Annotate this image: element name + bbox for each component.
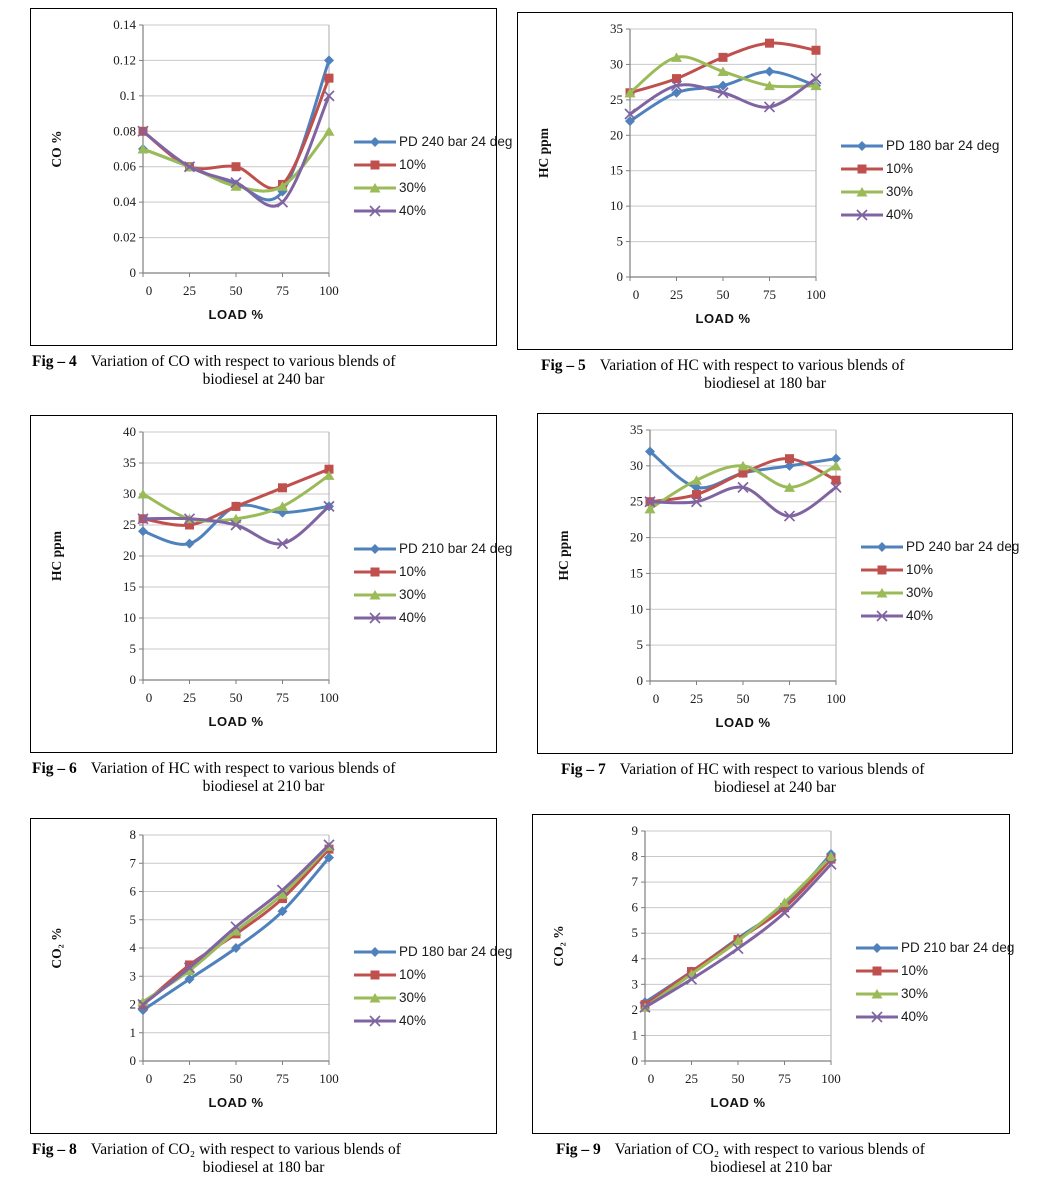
chart-legend — [860, 535, 1019, 627]
x-tick-label: 75 — [276, 1071, 289, 1086]
y-tick-label: 7 — [631, 874, 638, 890]
y-axis-title: CO % — [49, 130, 64, 168]
legend-item — [840, 134, 999, 157]
y-tick-label: 20 — [123, 548, 136, 563]
legend-label: 10% — [399, 564, 427, 579]
legend-label: 40% — [399, 610, 427, 625]
legend-item — [855, 936, 1014, 959]
diamond-marker — [185, 539, 195, 549]
y-tick-label: 0 — [129, 672, 136, 687]
figure-9 — [532, 814, 1015, 1177]
y-tick-label: 10 — [610, 198, 623, 214]
diamond-marker — [370, 947, 380, 957]
x-axis-title: LOAD % — [208, 307, 264, 322]
x-tick-label: 50 — [716, 287, 730, 302]
legend-item — [353, 986, 512, 1009]
caption-subtext: biodiesel at 180 bar — [202, 1159, 325, 1176]
y-tick-label: 0 — [631, 1053, 638, 1068]
legend-item — [840, 180, 999, 203]
x-tick-label: 50 — [229, 690, 243, 705]
legend-item — [353, 560, 512, 583]
legend-label: 40% — [886, 207, 914, 222]
legend-label: 30% — [399, 990, 427, 1005]
y-tick-label: 0.14 — [113, 17, 136, 32]
y-tick-label: 3 — [129, 968, 136, 984]
y-axis-title: HC ppm — [536, 128, 551, 178]
triangle-legend-marker-icon — [353, 181, 397, 195]
legend-label: 30% — [399, 587, 427, 602]
figure-6 — [30, 415, 513, 796]
square-legend-marker-icon — [353, 158, 397, 172]
caption-subtext: biodiesel at 240 bar — [714, 779, 836, 796]
figure-caption — [537, 761, 1013, 797]
x-legend-marker-icon — [855, 1010, 899, 1024]
y-tick-label: 9 — [631, 823, 638, 838]
x-tick-label: 75 — [276, 283, 289, 298]
square-marker — [232, 162, 241, 171]
y-tick-label: 0 — [129, 1053, 136, 1068]
x-tick-label: 0 — [145, 690, 153, 705]
figure-caption — [517, 357, 1013, 393]
x-legend-marker-icon — [840, 208, 884, 222]
y-tick-label: 15 — [630, 565, 643, 581]
x-legend-marker-icon — [353, 1014, 397, 1028]
diamond-marker — [370, 544, 380, 554]
square-marker — [325, 74, 334, 83]
chart-legend — [353, 130, 512, 222]
y-tick-label: 2 — [129, 996, 136, 1012]
x-tick-label: 25 — [685, 1071, 698, 1086]
x-tick-label: 75 — [276, 690, 289, 705]
legend-item — [353, 537, 512, 560]
y-tick-label: 35 — [610, 21, 623, 36]
x-tick-label: 25 — [670, 287, 683, 302]
diamond-marker — [324, 55, 334, 65]
square-marker — [371, 160, 380, 169]
legend-item — [855, 982, 1014, 1005]
y-tick-label: 6 — [129, 883, 136, 899]
square-marker — [371, 970, 380, 979]
legend-label: 10% — [886, 161, 914, 176]
y-tick-label: 30 — [610, 56, 623, 72]
x-tick-label: 25 — [183, 1071, 196, 1086]
y-tick-label: 30 — [630, 457, 643, 473]
y-tick-label: 0.08 — [113, 123, 136, 139]
x-tick-label: 0 — [652, 691, 660, 706]
caption-text: Variation of CO with respect to various blends of — [90, 353, 396, 370]
y-tick-label: 25 — [630, 493, 643, 509]
y-tick-label: 2 — [631, 1001, 638, 1017]
square-legend-marker-icon — [353, 968, 397, 982]
caption-text: Variation of HC with respect to various blends of — [619, 761, 925, 778]
diamond-legend-marker-icon — [860, 540, 904, 554]
chart-legend — [353, 537, 512, 629]
diamond-marker — [877, 542, 887, 552]
x-tick-label: 75 — [778, 1071, 791, 1086]
x-tick-label: 50 — [229, 283, 243, 298]
x-tick-label: 50 — [731, 1071, 745, 1086]
y-tick-label: 3 — [631, 976, 638, 992]
legend-label: 30% — [399, 180, 427, 195]
diamond-legend-marker-icon — [353, 542, 397, 556]
series-line — [645, 859, 831, 1005]
y-tick-label: 0.06 — [113, 158, 136, 174]
chart-panel-fig7 — [537, 413, 1020, 754]
diamond-marker — [370, 137, 380, 147]
y-axis-title: HC ppm — [556, 530, 571, 581]
chart-panel-fig6 — [30, 415, 513, 753]
y-tick-label: 5 — [636, 637, 643, 653]
square-marker — [878, 565, 887, 574]
legend-item — [353, 199, 512, 222]
x-tick-label: 100 — [821, 1071, 841, 1086]
y-tick-label: 5 — [129, 911, 136, 927]
square-marker — [371, 567, 380, 576]
x-axis-title: LOAD % — [710, 1095, 766, 1110]
y-tick-label: 4 — [631, 950, 638, 966]
legend-item — [353, 583, 512, 606]
x-legend-marker-icon — [353, 611, 397, 625]
diamond-marker — [138, 526, 148, 536]
x-tick-label: 100 — [319, 283, 339, 298]
x-tick-label: 25 — [183, 283, 196, 298]
x-tick-label: 0 — [632, 287, 640, 302]
triangle-legend-marker-icon — [353, 588, 397, 602]
x-axis-title: LOAD % — [208, 714, 264, 729]
square-legend-marker-icon — [855, 964, 899, 978]
y-tick-label: 15 — [610, 162, 623, 178]
y-tick-label: 35 — [630, 422, 643, 437]
triangle-legend-marker-icon — [353, 991, 397, 1005]
x-tick-label: 0 — [647, 1071, 655, 1086]
y-tick-label: 5 — [129, 641, 136, 656]
legend-item — [860, 581, 1019, 604]
y-tick-label: 6 — [631, 899, 638, 915]
legend-label: 40% — [399, 1013, 427, 1028]
chart-legend — [353, 940, 512, 1032]
x-tick-label: 100 — [806, 287, 826, 302]
figure-label: Fig – 4 — [32, 353, 77, 370]
y-tick-label: 0.1 — [119, 87, 136, 103]
diamond-marker — [765, 67, 775, 77]
series-line — [645, 854, 831, 1002]
y-tick-label: 0.02 — [113, 229, 136, 245]
legend-label: 30% — [901, 986, 929, 1001]
caption-text: Variation of HC with respect to various blends of — [90, 760, 396, 777]
x-tick-label: 0 — [145, 283, 153, 298]
figure-caption — [532, 1141, 1010, 1177]
y-tick-label: 10 — [630, 601, 643, 617]
legend-item — [353, 940, 512, 963]
square-legend-marker-icon — [353, 565, 397, 579]
y-tick-label: 8 — [129, 827, 136, 842]
x-axis-title: LOAD % — [695, 311, 751, 326]
legend-item — [353, 963, 512, 986]
y-tick-label: 25 — [610, 91, 623, 107]
legend-item — [860, 558, 1019, 581]
legend-item — [353, 176, 512, 199]
legend-label: 10% — [901, 963, 929, 978]
figure-label: Fig – 8 — [32, 1141, 77, 1158]
x-tick-label: 100 — [826, 691, 846, 706]
diamond-legend-marker-icon — [353, 135, 397, 149]
y-tick-label: 25 — [123, 517, 136, 532]
x-tick-label: 75 — [783, 691, 796, 706]
x-legend-marker-icon — [353, 204, 397, 218]
series-line — [143, 60, 329, 199]
legend-item — [860, 535, 1019, 558]
legend-label: PD 240 bar 24 deg — [399, 134, 513, 149]
y-tick-label: 8 — [631, 848, 638, 864]
legend-item — [855, 1005, 1014, 1028]
caption-text: Variation of HC with respect to various blends of — [599, 357, 905, 374]
square-legend-marker-icon — [840, 162, 884, 176]
diamond-legend-marker-icon — [840, 139, 884, 153]
square-marker — [765, 39, 774, 48]
legend-item — [353, 153, 512, 176]
caption-text: Variation of CO₂ with respect to various blends of — [614, 1141, 925, 1158]
caption-subtext: biodiesel at 210 bar — [710, 1159, 832, 1176]
legend-item — [353, 606, 512, 629]
figure-caption — [30, 760, 497, 796]
square-marker — [232, 502, 241, 511]
y-tick-label: 20 — [610, 127, 623, 143]
chart-panel-fig8 — [30, 818, 513, 1134]
y-tick-label: 35 — [123, 455, 136, 470]
legend-label: 30% — [886, 184, 914, 199]
figure-4 — [30, 8, 513, 389]
y-tick-label: 30 — [123, 486, 136, 501]
diamond-legend-marker-icon — [855, 941, 899, 955]
chart-panel-fig4 — [30, 8, 513, 346]
x-tick-label: 75 — [763, 287, 776, 302]
legend-label: PD 180 bar 24 deg — [886, 138, 1000, 153]
chart-panel-fig5 — [517, 12, 1013, 350]
y-tick-label: 5 — [631, 925, 638, 941]
legend-label: 10% — [906, 562, 934, 577]
figure-5 — [517, 12, 1013, 393]
legend-label: 30% — [906, 585, 934, 600]
legend-item — [840, 157, 999, 180]
caption-subtext: biodiesel at 180 bar — [704, 375, 826, 392]
x-axis-title: LOAD % — [715, 715, 771, 730]
legend-label: 10% — [399, 157, 427, 172]
triangle-legend-marker-icon — [840, 185, 884, 199]
figure-7 — [537, 413, 1020, 797]
y-tick-label: 0 — [616, 269, 623, 284]
legend-item — [353, 1009, 512, 1032]
figure-label: Fig – 6 — [32, 760, 77, 777]
chart-legend — [840, 134, 999, 226]
x-tick-label: 25 — [183, 690, 196, 705]
figure-caption — [30, 353, 497, 389]
diamond-legend-marker-icon — [353, 945, 397, 959]
y-tick-label: 0 — [129, 265, 136, 280]
caption-subtext: biodiesel at 210 bar — [202, 778, 325, 795]
legend-label: PD 180 bar 24 deg — [399, 944, 513, 959]
y-tick-label: 0.12 — [113, 52, 136, 68]
chart-legend — [855, 936, 1014, 1028]
caption-text: Variation of CO₂ with respect to various blends of — [90, 1141, 401, 1158]
legend-label: 10% — [399, 967, 427, 982]
x-tick-label: 0 — [145, 1071, 153, 1086]
x-tick-label: 100 — [319, 1071, 339, 1086]
legend-item — [353, 130, 512, 153]
y-tick-label: 7 — [129, 855, 136, 871]
square-marker — [278, 483, 287, 492]
y-tick-label: 10 — [123, 610, 136, 625]
square-marker — [873, 966, 882, 975]
figure-caption — [30, 1141, 497, 1177]
caption-subtext: biodiesel at 240 bar — [202, 371, 325, 388]
y-tick-label: 4 — [129, 940, 136, 955]
square-marker — [858, 164, 867, 173]
square-marker — [719, 53, 728, 62]
legend-label: PD 240 bar 24 deg — [906, 539, 1020, 554]
diamond-marker — [872, 943, 882, 953]
y-tick-label: 1 — [631, 1027, 638, 1043]
x-tick-label: 100 — [319, 690, 339, 705]
square-legend-marker-icon — [860, 563, 904, 577]
triangle-legend-marker-icon — [855, 987, 899, 1001]
figure-8 — [30, 818, 513, 1177]
legend-item — [840, 203, 999, 226]
y-tick-label: 0.04 — [113, 194, 136, 210]
legend-label: 40% — [901, 1009, 929, 1024]
figure-label: Fig – 7 — [561, 761, 606, 778]
legend-item — [855, 959, 1014, 982]
y-tick-label: 0 — [636, 673, 643, 688]
x-tick-label: 25 — [690, 691, 703, 706]
chart-panel-fig9 — [532, 814, 1015, 1134]
legend-label: PD 210 bar 24 deg — [901, 940, 1015, 955]
x-tick-label: 50 — [736, 691, 750, 706]
legend-label: PD 210 bar 24 deg — [399, 541, 513, 556]
figure-label: Fig – 9 — [556, 1141, 601, 1158]
square-marker — [812, 46, 821, 55]
y-tick-label: 15 — [123, 579, 136, 594]
y-axis-title: CO₂ % — [49, 927, 64, 969]
legend-item — [860, 604, 1019, 627]
triangle-legend-marker-icon — [860, 586, 904, 600]
x-axis-title: LOAD % — [208, 1095, 264, 1110]
legend-label: 40% — [906, 608, 934, 623]
diamond-marker — [857, 141, 867, 151]
square-marker — [785, 454, 794, 463]
legend-label: 40% — [399, 203, 427, 218]
y-axis-title: HC ppm — [49, 531, 64, 581]
figure-label: Fig – 5 — [541, 357, 586, 374]
y-tick-label: 5 — [616, 233, 623, 249]
x-legend-marker-icon — [860, 609, 904, 623]
y-axis-title: CO₂ % — [551, 925, 566, 967]
y-tick-label: 20 — [630, 529, 643, 545]
y-tick-label: 40 — [123, 424, 136, 439]
y-tick-label: 1 — [129, 1024, 136, 1040]
x-tick-label: 50 — [229, 1071, 243, 1086]
